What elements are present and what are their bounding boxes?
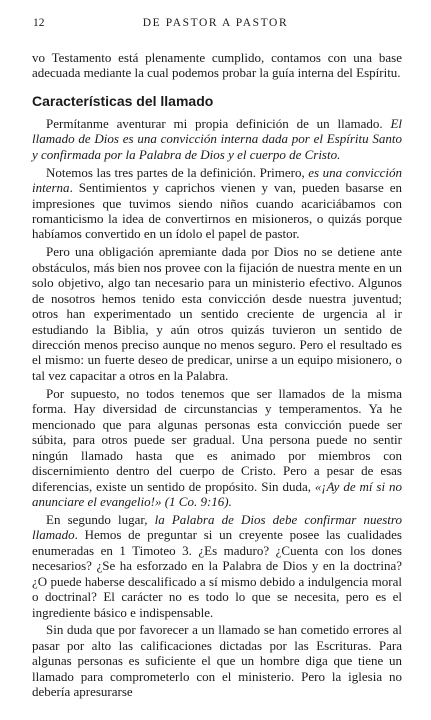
paragraph-second-part [32, 512, 402, 620]
definition-lead: Permítanme aventurar mi propia definición de un llamado. [46, 115, 391, 131]
first-part-text: . Sentimientos y caprichos vienen y van, pueden basarse en impresiones que tuvimos siendo niños cuando acariciábamos con romanticismo la idea de convertirnos en misioneros, o quizás porque habíamos convertido en un ídolo el papel de pastor. [32, 180, 402, 242]
second-part-text: . Hemos de preguntar si un creyente posee las cualidades enumeradas en 1 Timoteo 3. ¿Es maduro? ¿Cuenta con los dones necesarios? ¿Se ha esforzado en la Palabra de Dios y en la doctrina? ¿O puede haberse descalificado a sí mismo debido a indulgencia moral o doctrinal? El carácter no es todo lo que se necesita, pero es el ingrediente básico e indispensable. [32, 527, 402, 620]
paragraph-definition [32, 116, 402, 162]
paragraph-obligation: Pero una obligación apremiante dada por Dios no se detiene ante obstáculos, más bien nos provee con la fijación de nuestra mente en un solo objetivo, algo tan necesario para un ministerio efectivo. Algunos de nosotros hemos tenido esta convicción desde nuestra juventud; otros han experimentado un sentido creciente de urgencia al ir estudiando la Biblia, y aún otros quizás tuvieron un sentido de dirección menos preciso aunque no menos seguro. Pero el resultado es el mismo: un fuerte deseo de predicar, unirse a un equipo misionero, o tal vez capacitar a otros en la Palabra. [32, 244, 402, 383]
second-part-emphasis: la Palabra de Dios debe confirmar nuestro llamado [32, 511, 402, 543]
running-title: DE PASTOR A PASTOR [142, 17, 289, 29]
first-part-emphasis: es una convicción interna [32, 164, 402, 196]
page-body [32, 50, 402, 700]
paragraph-first-part [32, 165, 402, 242]
section-heading: Características del llamado [32, 92, 214, 109]
second-part-lead: En segundo lugar, [46, 511, 155, 527]
paragraph-errors: Sin duda que por favorecer a un llamado se han cometido errores al pasar por alto las calificaciones dictadas por las Escrituras. Para algunas personas es suficiente el que un hombre diga que tiene un llamado para comprometerlo con el ministerio. Pero la iglesia no debería apresurarse [32, 622, 402, 700]
definition-text: El llamado de Dios es una convicción interna dada por el Espíritu Santo y confirmada por la Palabra de Dios y el cuerpo de Cristo. [32, 115, 402, 162]
intro-paragraph: vo Testamento está plenamente cumplido, contamos con una base adecuada mediante la cual podemos probar la guía interna del Espíritu. [32, 50, 402, 81]
diversity-text: Por supuesto, no todos tenemos que ser llamados de la misma forma. Hay diversidad de circunstancias y temperamentos. Ya he mencionado que para algunas personas esta convicción puede ser súbita, para otros puede ser gradual. Una persona puede no sentir ningún llamado hasta que es animado por miembros con discernimiento dentro del cuerpo de Cristo. Pero a pesar de esas diferencias, existe un sentido de propósito. Sin duda, [32, 385, 402, 494]
first-part-lead: Notemos las tres partes de la definición. Primero, [46, 164, 309, 180]
running-head [0, 15, 431, 31]
paragraph-diversity [32, 386, 402, 510]
page-number: 12 [33, 17, 45, 29]
scripture-quote: «¡Ay de mí si no anunciare el evangelio!» (1 Co. 9:16). [32, 478, 403, 509]
